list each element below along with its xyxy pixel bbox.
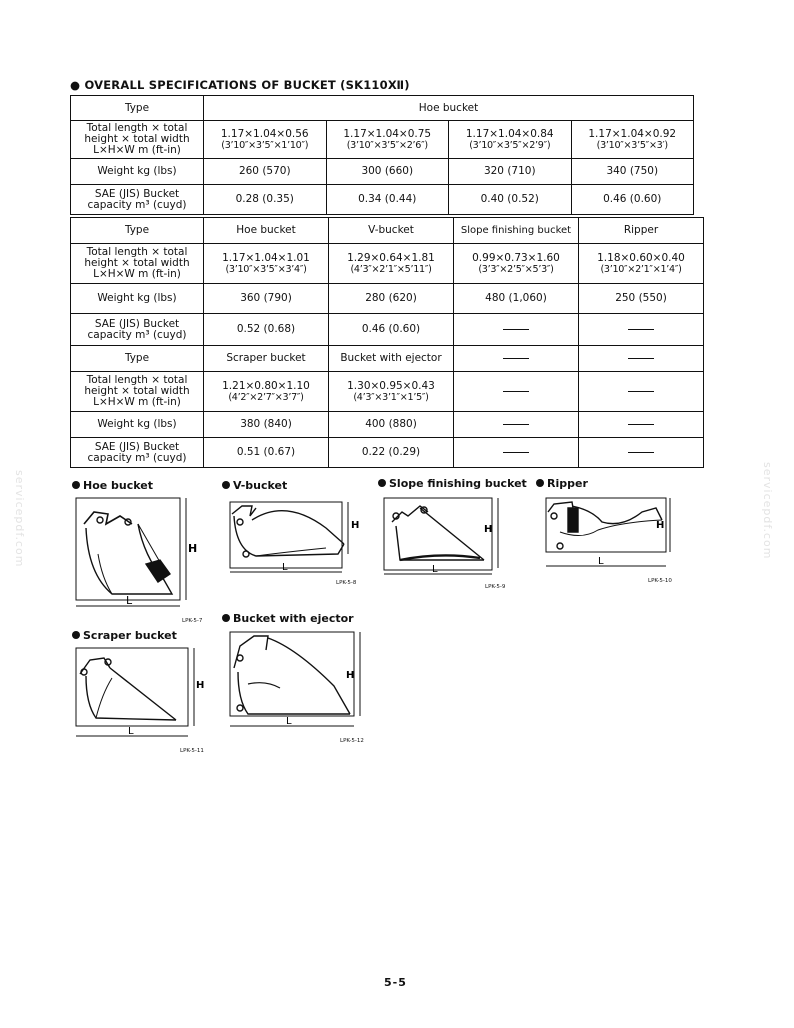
- page-heading: [70, 78, 410, 92]
- dim-label-h: H: [196, 680, 205, 691]
- capacity-cell: [579, 438, 704, 468]
- dim-label-h: H: [351, 520, 360, 531]
- dim-label-l: L: [282, 562, 288, 573]
- bullet-icon: ●: [70, 78, 81, 92]
- dim-label-l: L: [432, 564, 438, 575]
- capacity-cell: [454, 314, 579, 346]
- figure-code: LPK-5-8: [336, 580, 357, 586]
- heading-text: OVERALL SPECIFICATIONS OF BUCKET (SK110Ⅻ): [84, 78, 410, 92]
- dimension-cell: 1.18×0.60×0.40 (3’10″×2’1″×1’4″): [579, 244, 704, 284]
- weight-label: Weight kg (lbs): [71, 159, 204, 185]
- v-bucket-diagram: [226, 494, 360, 586]
- watermark-right: servicepdf.com: [761, 462, 774, 560]
- type-header: [454, 346, 579, 372]
- dash-mark: [503, 391, 529, 392]
- weight-label: Weight kg (lbs): [71, 412, 204, 438]
- ripper-diagram: [542, 492, 682, 576]
- bullet-icon: [72, 631, 80, 639]
- dash-mark: [503, 424, 529, 425]
- type-header: [579, 346, 704, 372]
- weight-cell: [579, 412, 704, 438]
- figure-code: LPK-5-10: [648, 578, 672, 584]
- dim-label-l: L: [598, 556, 604, 567]
- dash-mark: [503, 452, 529, 453]
- ejector-bucket-diagram: [226, 628, 376, 736]
- type-header: Scraper bucket: [204, 346, 329, 372]
- dimension-cell: 1.17×1.04×0.92 (3’10″×3’5″×3′): [571, 121, 694, 159]
- capacity-cell: 0.22 (0.29): [329, 438, 454, 468]
- dash-mark: [503, 358, 529, 359]
- dash-mark: [503, 329, 529, 330]
- dimension-cell: 1.17×1.04×0.84 (3’10″×3’5″×2’9″): [449, 121, 572, 159]
- capacity-cell: 0.28 (0.35): [204, 185, 327, 215]
- dim-label-h: H: [188, 542, 198, 555]
- figure-title-ejector: Bucket with ejector: [222, 612, 354, 625]
- figure-title-vbucket: V-bucket: [222, 479, 287, 492]
- capacity-label: SAE (JIS) Bucket capacity m³ (cuyd): [71, 185, 204, 215]
- spec-table-types: [70, 217, 704, 346]
- dimension-cell: 1.17×1.04×1.01 (3’10″×3’5″×3’4″): [204, 244, 329, 284]
- weight-cell: 400 (880): [329, 412, 454, 438]
- capacity-cell: 0.40 (0.52): [449, 185, 572, 215]
- dimension-cell: 1.29×0.64×1.81 (4’3″×2’1″×5’11″): [329, 244, 454, 284]
- bullet-icon: [72, 481, 80, 489]
- spec-table-special: [70, 345, 704, 468]
- scraper-bucket-diagram: [72, 644, 212, 744]
- dash-mark: [628, 424, 654, 425]
- figure-title-ripper: Ripper: [536, 477, 588, 490]
- dimension-label: Total length × total height × total width L×H×W m (ft-in): [71, 372, 204, 412]
- dimension-cell: [454, 372, 579, 412]
- capacity-cell: 0.46 (0.60): [571, 185, 694, 215]
- figure-code: LPK-5-7: [182, 618, 203, 624]
- dim-label-h: H: [484, 524, 493, 535]
- capacity-cell: [454, 438, 579, 468]
- capacity-label: SAE (JIS) Bucket capacity m³ (cuyd): [71, 438, 204, 468]
- type-header: Hoe bucket: [204, 218, 329, 244]
- dash-mark: [628, 452, 654, 453]
- hoe-bucket-diagram: [72, 494, 212, 628]
- page-number: 5-5: [384, 976, 407, 989]
- weight-cell: [454, 412, 579, 438]
- capacity-cell: 0.46 (0.60): [329, 314, 454, 346]
- capacity-cell: 0.51 (0.67): [204, 438, 329, 468]
- dim-label-h: H: [656, 520, 665, 531]
- figure-code: LPK-5-11: [180, 748, 204, 754]
- dimension-cell: 0.99×0.73×1.60 (3’3″×2’5″×5’3″): [454, 244, 579, 284]
- weight-label: Weight kg (lbs): [71, 284, 204, 314]
- type-header: V-bucket: [329, 218, 454, 244]
- type-label: Type: [71, 218, 204, 244]
- type-header: Slope finishing bucket: [454, 218, 579, 244]
- capacity-cell: [579, 314, 704, 346]
- figure-title-scraper: Scraper bucket: [72, 629, 177, 642]
- dim-label-l: L: [126, 594, 133, 607]
- weight-cell: 340 (750): [571, 159, 694, 185]
- watermark-left: servicepdf.com: [13, 470, 26, 568]
- weight-cell: 250 (550): [579, 284, 704, 314]
- bullet-icon: [536, 479, 544, 487]
- type-header: Hoe bucket: [204, 96, 694, 121]
- dim-label-l: L: [128, 726, 134, 737]
- bullet-icon: [222, 481, 230, 489]
- slope-bucket-diagram: [380, 492, 510, 584]
- weight-cell: 280 (620): [329, 284, 454, 314]
- type-label: Type: [71, 96, 204, 121]
- capacity-cell: 0.34 (0.44): [326, 185, 449, 215]
- weight-cell: 480 (1,060): [454, 284, 579, 314]
- dash-mark: [628, 329, 654, 330]
- dimension-cell: 1.17×1.04×0.75 (3’10″×3’5″×2’6″): [326, 121, 449, 159]
- dimension-cell: [579, 372, 704, 412]
- weight-cell: 260 (570): [204, 159, 327, 185]
- bullet-icon: [222, 614, 230, 622]
- dash-mark: [628, 358, 654, 359]
- dimension-cell: 1.30×0.95×0.43 (4’3″×3’1″×1’5″): [329, 372, 454, 412]
- capacity-label: SAE (JIS) Bucket capacity m³ (cuyd): [71, 314, 204, 346]
- spec-table-hoe: [70, 95, 694, 215]
- figure-title-hoe: Hoe bucket: [72, 479, 153, 492]
- figure-code: LPK-5-12: [340, 738, 364, 744]
- type-label: Type: [71, 346, 204, 372]
- dim-label-l: L: [286, 716, 292, 727]
- dimension-cell: 1.17×1.04×0.56 (3’10″×3’5″×1’10″): [204, 121, 327, 159]
- type-header: Bucket with ejector: [329, 346, 454, 372]
- weight-cell: 300 (660): [326, 159, 449, 185]
- type-header: Ripper: [579, 218, 704, 244]
- capacity-cell: 0.52 (0.68): [204, 314, 329, 346]
- bullet-icon: [378, 479, 386, 487]
- dimension-label: Total length × total height × total width L×H×W m (ft-in): [71, 121, 204, 159]
- weight-cell: 320 (710): [449, 159, 572, 185]
- dimension-label: Total length × total height × total width L×H×W m (ft-in): [71, 244, 204, 284]
- figure-code: LPK-5-9: [485, 584, 506, 590]
- dim-label-h: H: [346, 670, 355, 681]
- weight-cell: 380 (840): [204, 412, 329, 438]
- figure-title-slope: Slope finishing bucket: [378, 477, 527, 490]
- weight-cell: 360 (790): [204, 284, 329, 314]
- dash-mark: [628, 391, 654, 392]
- dimension-cell: 1.21×0.80×1.10 (4’2″×2’7″×3’7″): [204, 372, 329, 412]
